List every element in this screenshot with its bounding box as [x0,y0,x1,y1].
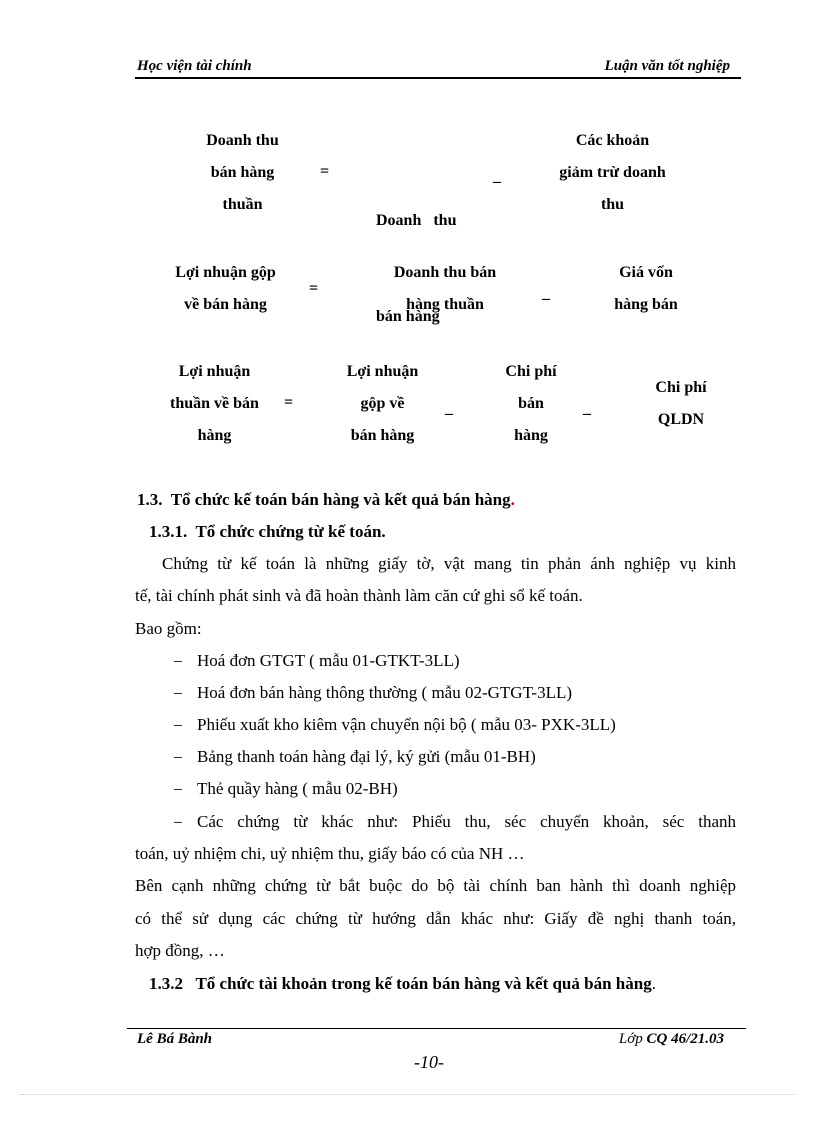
f2-lhs: Lợi nhuận gộp về bán hàng [175,264,276,313]
para1-line1: Chứng từ kế toán là những giấy tờ, vật mang tin phản ánh nghiệp vụ kinh [162,554,736,573]
para2-line2: có thể sử dụng các chứng từ hướng dẫn khác như: Giấy đề nghị thanh toán, [135,909,736,928]
f2-term2: Giá vốn hàng bán [614,264,678,313]
f1-lhs: Doanh thu bán hàng thuần [206,132,279,213]
footer-left: Lê Bá Bành [137,1031,213,1047]
page-border [20,1094,796,1095]
f3-lhs: Lợi nhuận thuần về bán hàng [170,363,259,444]
f1-minus: _ [493,168,501,185]
section-1-3-heading: 1.3. Tổ chức kế toán bán hàng và kết quả bán hàng. [137,490,515,509]
header-right: Luận văn tốt nghiệp [604,58,730,74]
f3-term3: Chi phí QLDN [655,379,707,428]
page-number: -10- [414,1052,444,1072]
f3-term2: Chi phí bán hàng [505,363,557,444]
bullet-dash: − [173,716,183,735]
f2-minus: _ [542,285,550,302]
para2-line1: Bên cạnh những chứng từ bắt buộc do bộ tài chính ban hành thì doanh nghiệp [135,876,736,895]
bao-gom-label: Bao gồm: [135,619,202,638]
section-1-3-2-heading: 1.3.2 Tổ chức tài khoản trong kế toán bán hàng và kết quả bán hàng. [149,974,656,993]
f3-minus-1: _ [445,400,453,417]
bullet-dash: − [173,748,183,767]
section-1-3-1-heading: 1.3.1. Tổ chức chứng từ kế toán. [149,522,386,541]
f1-term2: Các khoản giảm trừ doanh thu [559,132,666,213]
footer-rule [127,1028,746,1029]
bullet-dash: − [173,652,183,671]
f1-equals: = [320,163,330,180]
para1-line2: tế, tài chính phát sinh và đã hoàn thành làm căn cứ ghi sổ kế toán. [135,586,583,605]
f3-term1: Lợi nhuận gộp về bán hàng [346,363,419,444]
bullet-dash: − [173,684,183,703]
f1-term1: Doanh thu bán hàng [376,212,457,325]
footer-right: Lớp CQ 46/21.03 [618,1031,724,1047]
header-left: Học viện tài chính [137,58,252,74]
para2-line3: hợp đồng, … [135,941,225,960]
f2-term1: Doanh thu bán hàng thuần [393,264,497,313]
f3-equals: = [284,394,294,411]
header-rule [135,77,741,79]
bullet-dash: − [173,813,183,832]
f3-minus-2: _ [583,400,591,417]
f2-equals: = [309,280,319,297]
bullet-dash: − [173,780,183,799]
